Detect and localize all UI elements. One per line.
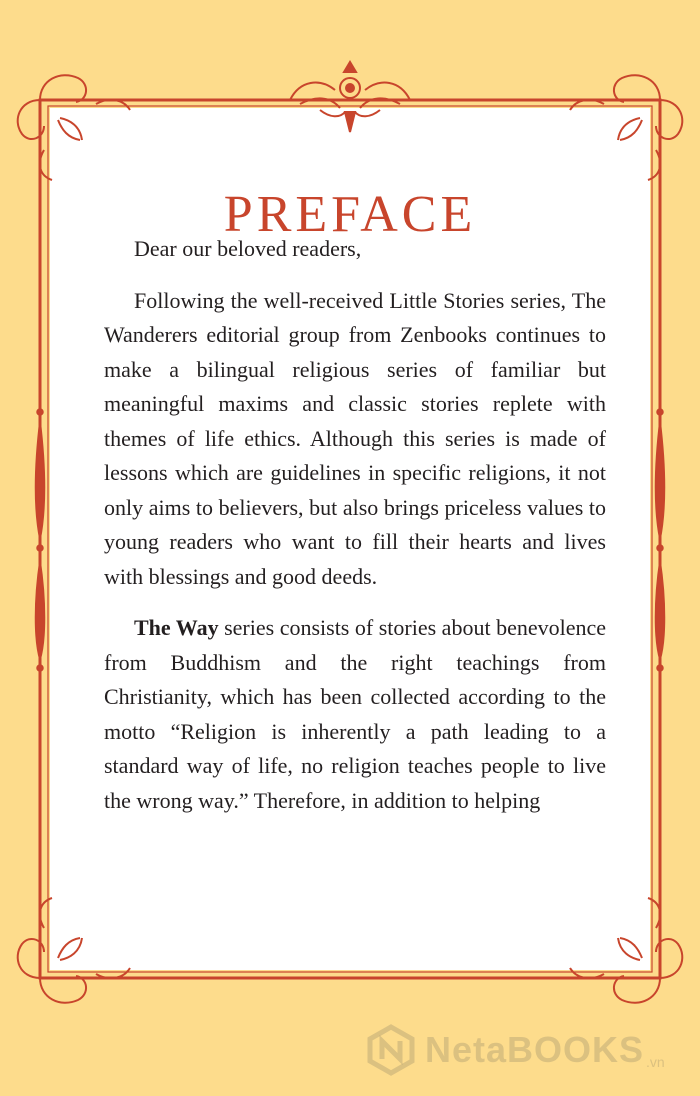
- watermark-tld: .vn: [646, 1054, 665, 1070]
- side-ornament-left-icon: [36, 409, 45, 671]
- page-title: PREFACE: [223, 185, 477, 243]
- series-name: The Way: [134, 615, 219, 640]
- neta-hexagon-logo-icon: [365, 1024, 417, 1076]
- paragraph-2: [104, 611, 606, 818]
- watermark: [365, 1020, 665, 1080]
- greeting-paragraph: Dear our beloved readers,: [134, 236, 362, 261]
- paragraph-1: Following the well-received Little Stories series, The Wanderers editorial group from Zenbooks continues to make a bilingual religious series of familiar but meaningful maxims and classic stories replete with themes of life ethics. Although this series is made of lessons which are guidelines in specific religions, it not only aims to believers, but also brings priceless values to young readers who want to fill their hearts and lives with blessings and good deeds.: [104, 287, 606, 589]
- watermark-brand: NetaBOOKS: [425, 1029, 645, 1070]
- side-ornament-right-icon: [656, 409, 665, 671]
- preface-body: [104, 232, 606, 835]
- paragraph-2-text: series consists of stories about benevolence from Buddhism and the right teachings from Christianity, which has been collected according to the motto “Religion is inherently a path leading to a standard way of life, no religion teaches people to live the wrong way.” Therefore, in addition to helping: [104, 615, 607, 813]
